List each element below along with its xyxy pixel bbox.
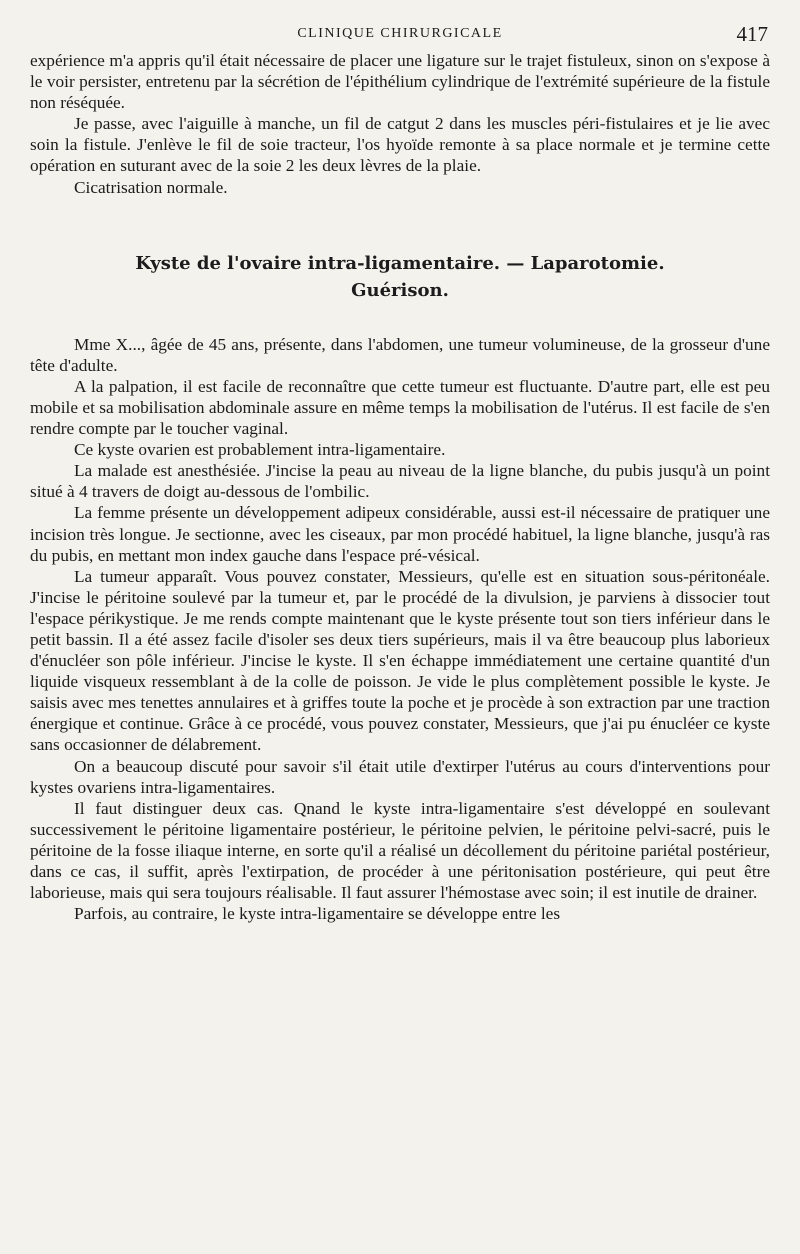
paragraph: La malade est anesthésiée. J'incise la peau au niveau de la ligne blanche, du pubis jusqu'à un point situé à 4 travers de doigt au-dessous de l'ombilic. [30,461,770,502]
paragraph: On a beaucoup discuté pour savoir s'il était utile d'extirper l'utérus au cours d'interventions pour kystes ovariens intra-ligamentaires. [30,756,770,797]
paragraph: Il faut distinguer deux cas. Qnand le kyste intra-ligamentaire s'est développé en soulevant successivement le péritoine ligamentaire postérieur, le péritoine pelvien, le péritoine pelvi-sacré, puis le péritoine de la fosse iliaque interne, en sorte qu'il a réalisé un décollement du péritoine pariétal postérieur, dans ce cas, il suffit, après l'extirpation, de procéder à une péritonisation postérieure, qui peut être laborieuse, mais qui sera toujours réalisable. Il faut assurer l'hémostase avec soin; il est inutile de drainer. [30,798,770,903]
running-title: CLINIQUE CHIRURGICALE [297,26,503,41]
section-title-line: Kyste de l'ovaire intra-ligamentaire. — Laparotomie. [135,252,665,274]
paragraph: A la palpation, il est facile de reconnaître que cette tumeur est fluctuante. D'autre part, elle est peu mobile et sa mobilisation abdominale assure en même temps la mobilisation de l'utérus. Il est facile de s'en rendre compte par le toucher vaginal. [30,376,770,439]
paragraph: Cicatrisation normale. [74,177,228,197]
section-body [30,334,770,925]
paragraph: Mme X..., âgée de 45 ans, présente, dans l'abdomen, une tumeur volumineuse, de la grosseur d'une tête d'adulte. [30,334,770,375]
running-head [30,22,770,50]
paragraph: La tumeur apparaît. Vous pouvez constater, Messieurs, qu'elle est en situation sous-péritonéale. J'incise le péritoine soulevé par la tumeur et, par le procédé de la divulsion, je parviens à dissocier tout l'espace périkystique. Je me rends compte maintenant que le kyste présente tout son tiers inférieur dans le petit bassin. Il a été assez facile d'isoler ses deux tiers supérieurs, mais il va être beaucoup plus laborieux d'énucléer son pôle inférieur. J'incise le kyste. Il s'en échappe immédiatement une certaine quantité d'un liquide visqueux ressemblant à de la colle de poisson. Je vide le plus complètement possible le kyste. Je saisis avec mes tenettes annulaires et à griffes toute la poche et je procède à son extraction par une traction énergique et continue. Grâce à ce procédé, vous pouvez constater, Messieurs, que j'ai pu énucléer ce kyste sans occasionner de délabrement. [30,566,770,755]
paragraph: Parfois, au contraire, le kyste intra-ligamentaire se développe entre les [74,904,561,924]
page-number: 417 [736,22,768,46]
intro-text [30,50,770,198]
section-title-line: Guérison. [351,279,449,301]
paragraph: Je passe, avec l'aiguille à manche, un fil de catgut 2 dans les muscles péri-fistulaires et je lie avec soin la fistule. J'enlève le fil de soie tracteur, l'os hyoïde remonte à sa place normale et je termine cette opération en suturant avec de la soie 2 les deux lèvres de la plaie. [30,114,770,176]
paragraph: Ce kyste ovarien est probablement intra-ligamentaire. [74,440,446,460]
section-heading [30,250,770,304]
paragraph: La femme présente un développement adipeux considérable, aussi est-il nécessaire de pratiquer une incision très longue. Je sectionne, avec les ciseaux, par mon procédé habituel, la ligne blanche, jusqu'à ras du pubis, en mettant mon index gauche dans l'espace pré-vésical. [30,503,770,565]
paragraph: expérience m'a appris qu'il était nécessaire de placer une ligature sur le trajet fistuleux, sinon on s'expose à le voir persister, entretenu par la sécrétion de l'épithélium cylindrique de l'extrémité supérieure de la fistule non réséquée. [30,51,770,113]
